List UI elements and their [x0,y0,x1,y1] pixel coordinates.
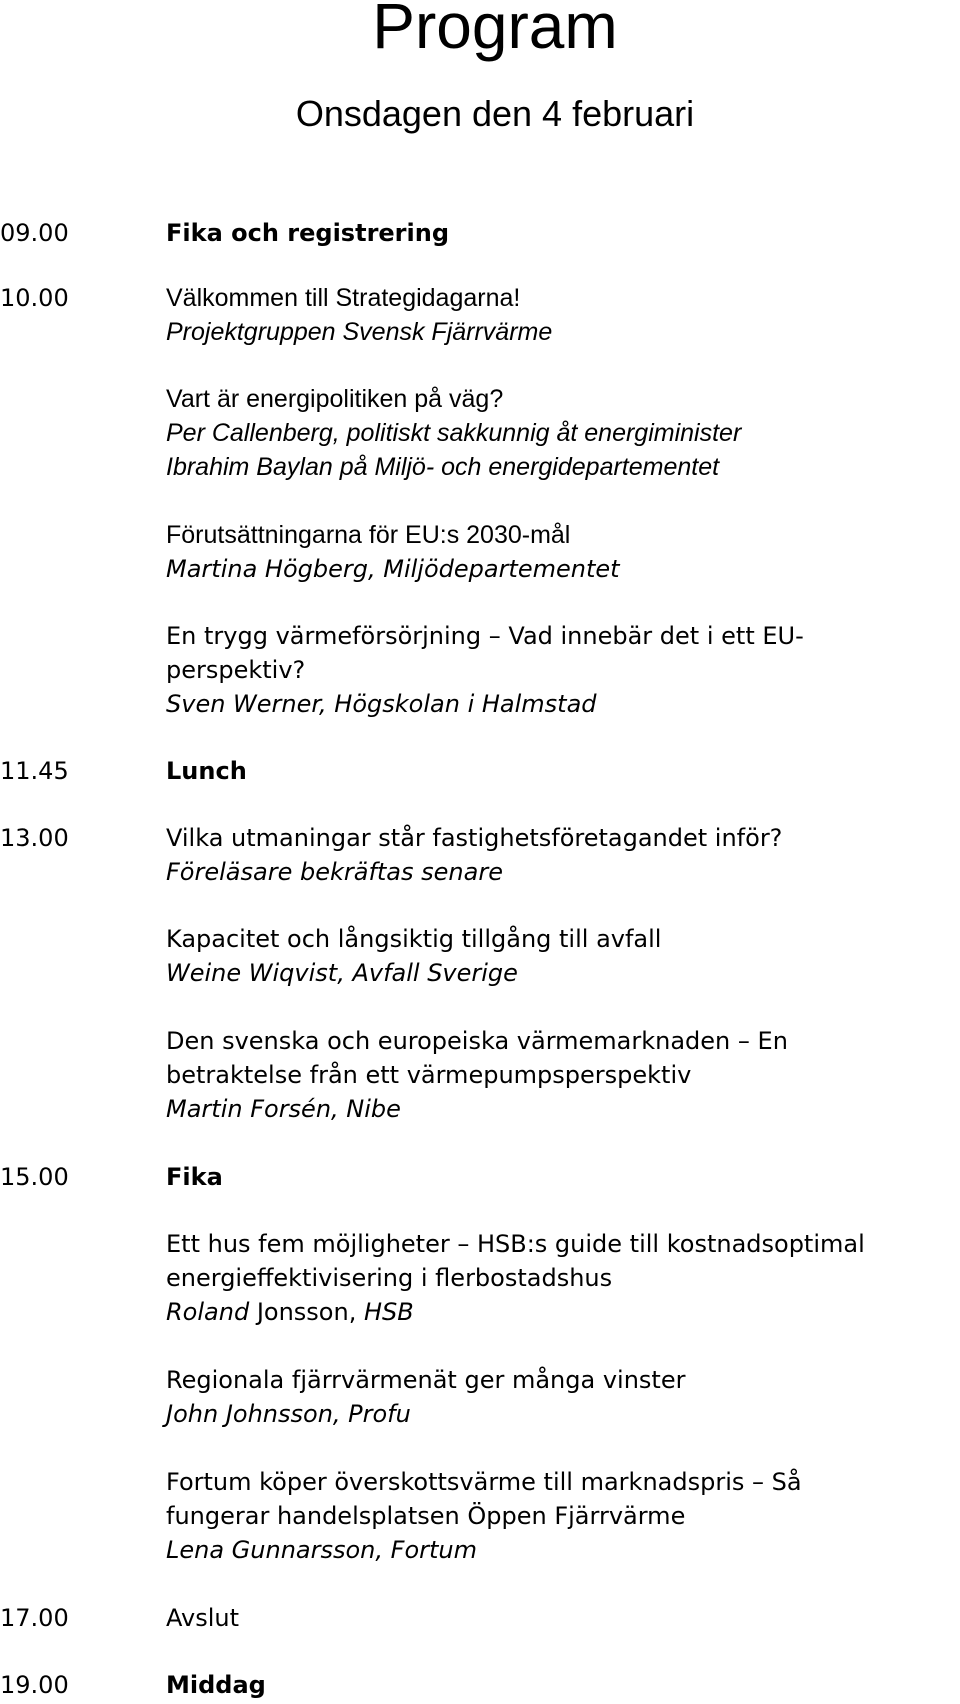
item-fika-registrering: Fika och registrering [166,219,450,247]
item-regionala: Regionala fjärrvärmenät ger många vinster [166,1366,686,1394]
hsb-speaker-first: Roland [166,1298,250,1326]
item-hsb-2: energieffektivisering i flerbostadshus [166,1264,613,1292]
page-title: Program [372,0,618,62]
item-varmemarknad-2: betraktelse från ett värmepumpsperspektiv [166,1061,692,1089]
item-eu2030: Förutsättningarna för EU:s 2030-mål [166,521,571,549]
item-varmemarknad: Den svenska och europeiska värmemarknaden – En [166,1027,788,1055]
item-welcome: Välkommen till Strategidagarna! [166,284,521,312]
item-hsb-speaker [166,1295,414,1329]
item-fastighet-speaker: Föreläsare bekräftas senare [166,858,503,886]
time-1900: 19.00 [0,1671,69,1699]
item-hsb: Ett hus fem möjligheter – HSB:s guide till kostnadsoptimal [166,1230,865,1258]
item-energipolitik-speaker-2: Ibrahim Baylan på Miljö- och energidepartementet [166,453,720,481]
item-trygg-varmeforsorjning: En trygg värmeförsörjning – Vad innebär det i ett EU- [166,622,804,650]
time-1000: 10.00 [0,284,69,312]
item-welcome-speaker: Projektgruppen Svensk Fjärrvärme [166,318,553,346]
item-fika: Fika [166,1163,223,1191]
item-trygg-varmeforsorjning-2: perspektiv? [166,656,306,684]
time-0900: 09.00 [0,219,69,247]
item-varmemarknad-speaker: Martin Forsén, Nibe [166,1095,401,1123]
page-subtitle: Onsdagen den 4 februari [295,93,695,134]
item-trygg-speaker: Sven Werner, Högskolan i Halmstad [166,690,597,718]
item-eu2030-speaker: Martina Högberg, Miljödepartementet [166,555,620,583]
item-energipolitik: Vart är energipolitiken på väg? [166,385,504,413]
item-middag: Middag [166,1671,266,1699]
time-1145: 11.45 [0,757,69,785]
item-avfall: Kapacitet och långsiktig tillgång till avfall [166,925,662,953]
time-1300: 13.00 [0,824,69,852]
item-regionala-speaker: John Johnsson, Profu [166,1400,411,1428]
item-fortum-2: fungerar handelsplatsen Öppen Fjärrvärme [166,1502,686,1530]
time-1500: 15.00 [0,1163,69,1191]
item-fortum: Fortum köper överskottsvärme till marknadspris – Så [166,1468,802,1496]
hsb-speaker-last: Jonsson, [249,1298,364,1326]
item-fortum-speaker: Lena Gunnarsson, Fortum [166,1536,478,1564]
item-energipolitik-speaker-1: Per Callenberg, politiskt sakkunnig åt energiminister [166,419,742,447]
item-avslut: Avslut [166,1604,240,1632]
time-1700: 17.00 [0,1604,69,1632]
item-fastighet: Vilka utmaningar står fastighetsföretagandet inför? [166,824,783,852]
item-lunch: Lunch [166,757,247,785]
hsb-speaker-org: HSB [363,1298,414,1326]
item-avfall-speaker: Weine Wiqvist, Avfall Sverige [166,959,518,987]
